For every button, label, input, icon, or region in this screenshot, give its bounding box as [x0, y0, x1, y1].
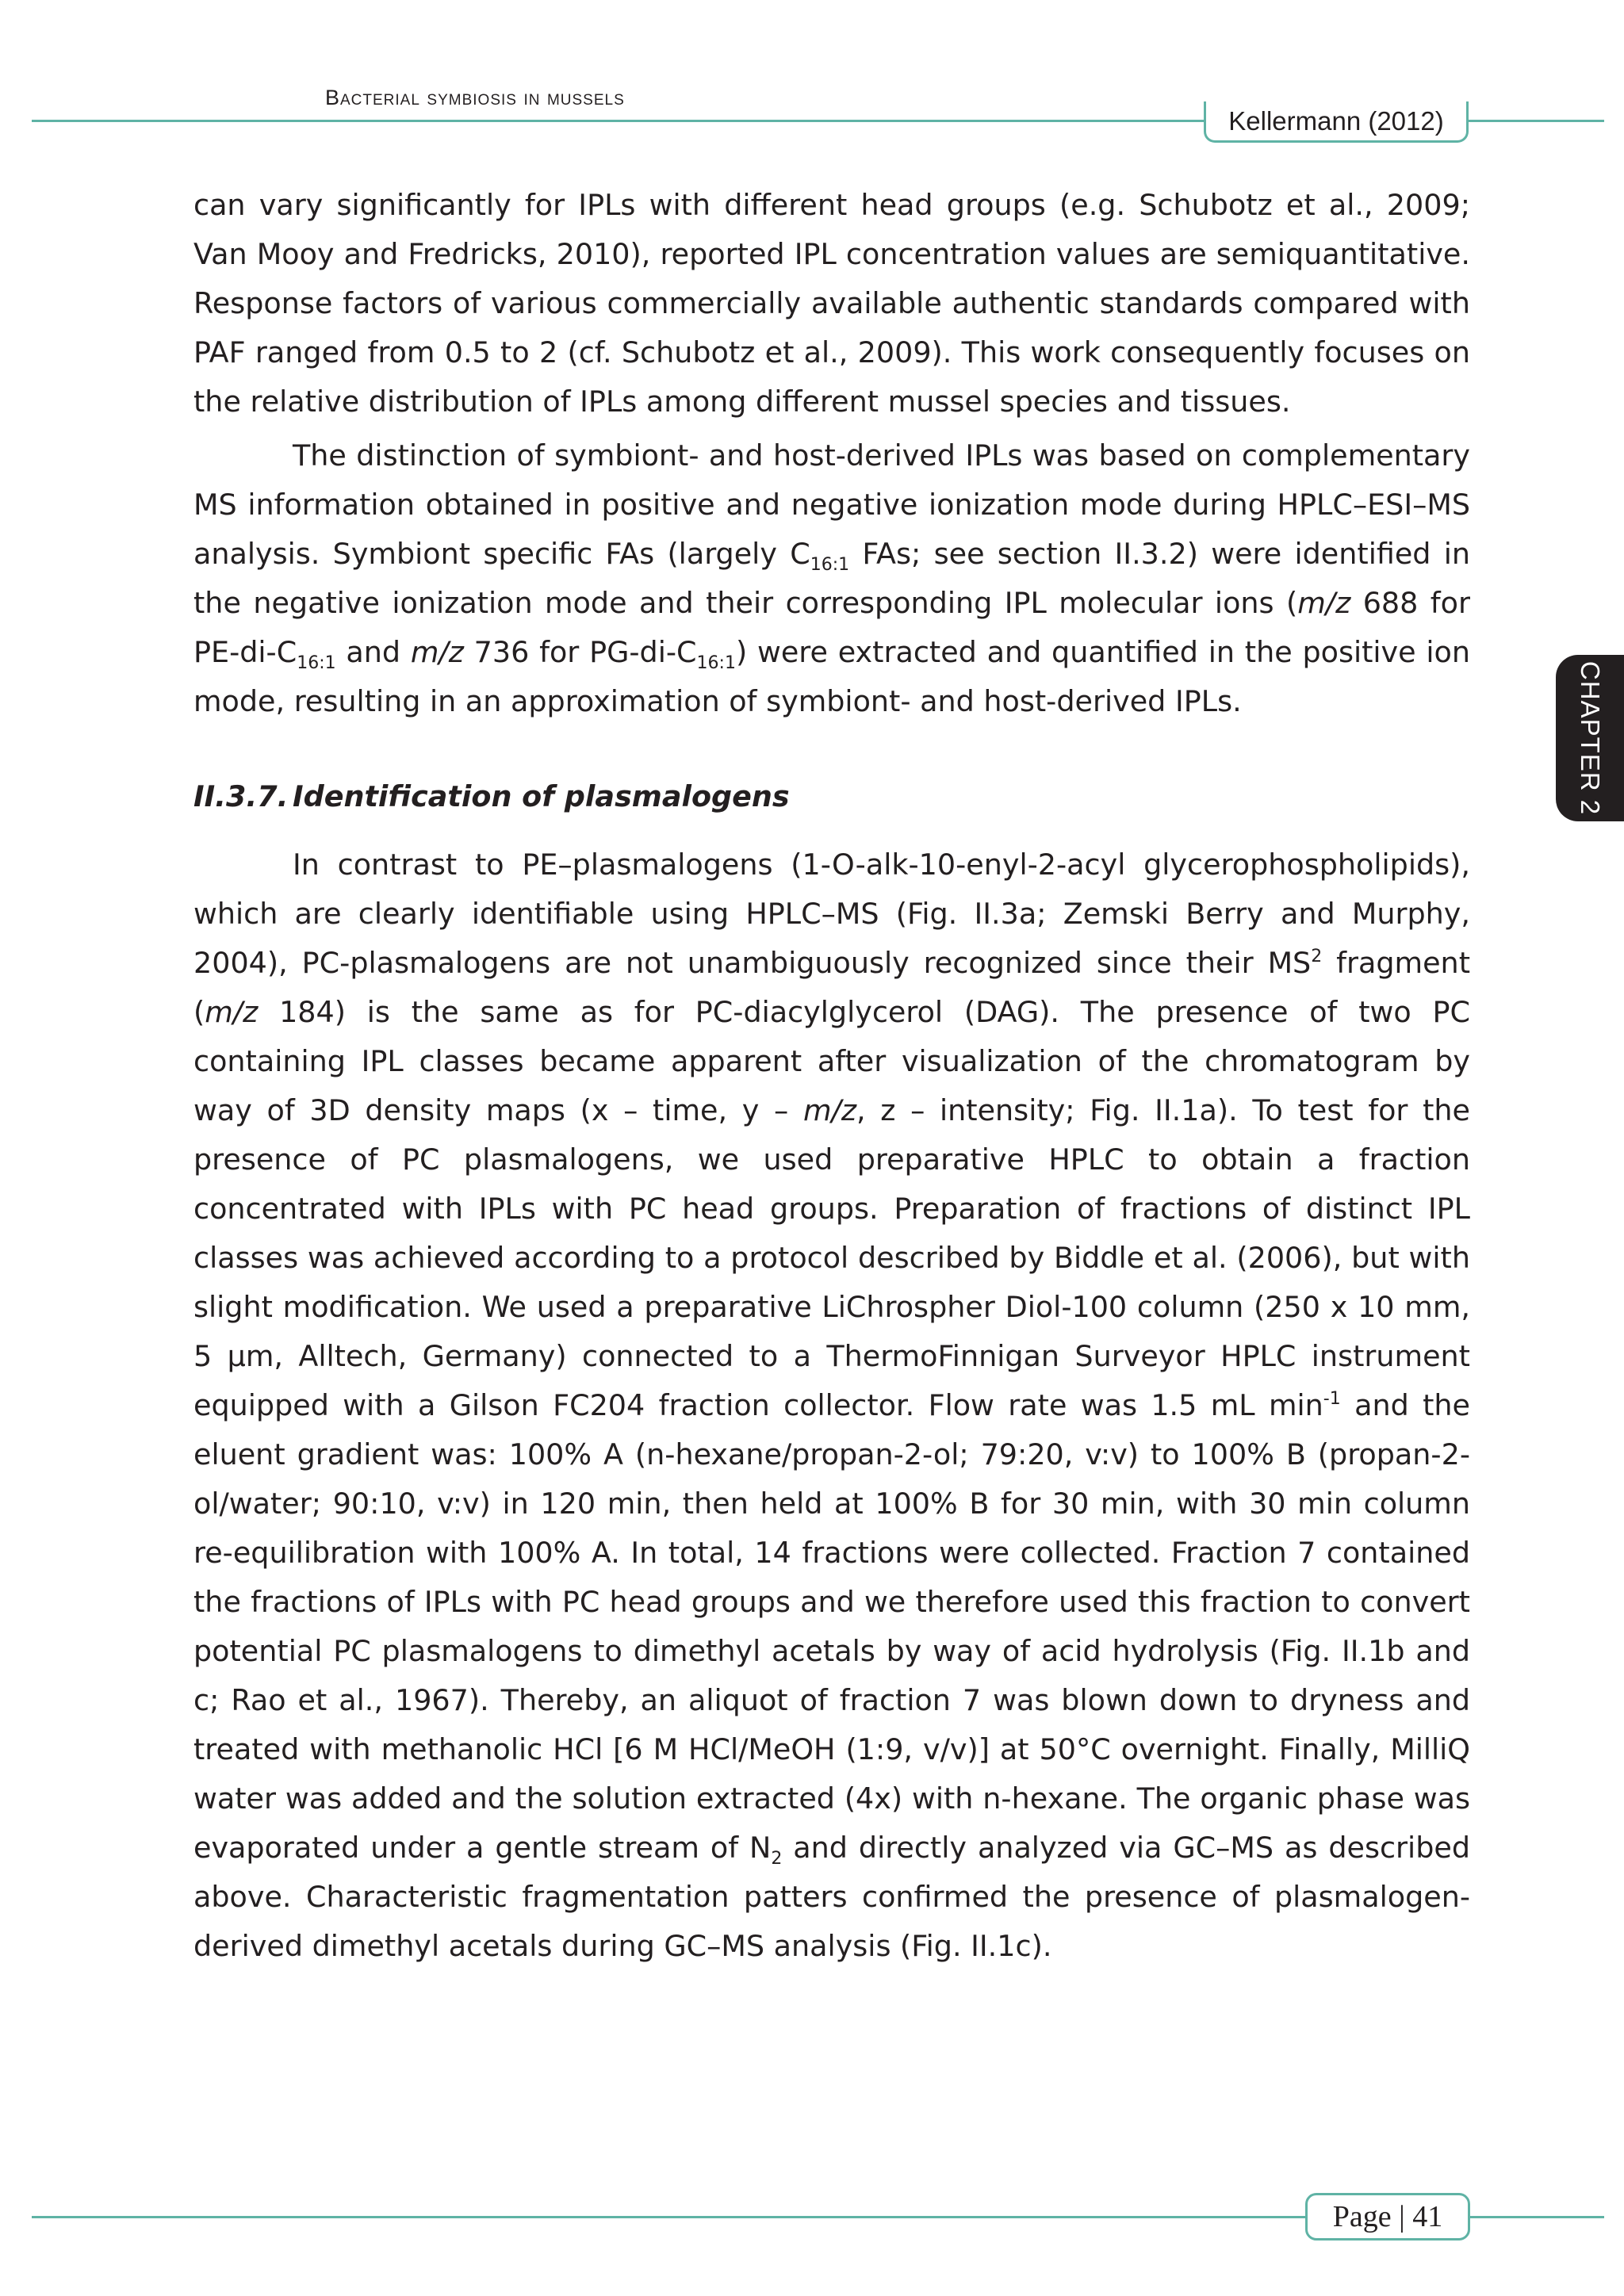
chapter-tab-label: CHAPTER 2: [1576, 660, 1605, 816]
paragraph-symbiont-host: The distinction of symbiont- and host-derived IPLs was based on complementary MS information obtained in positive and negative ionization mode during HPLC–ESI–MS analysis. Symbiont specific FAs (largely $C_{16:1}$ FAs; see section II.3.2) were identified in the negative ionization mode and their corresponding IPL molecular ions (m/z 688 for $PE-di-C_{16:1}$ and m/z 736 for $PG-di-C_{16:1}$) were extracted and quantified in the positive ion mode, resulting in an approximation of symbiont- and host-derived IPLs.: [193, 438, 1471, 718]
chapter-side-tab: [1556, 655, 1624, 821]
footer-rule-left: [32, 2216, 1305, 2218]
section-heading: [193, 772, 1470, 821]
footer-rule-right: [1470, 2216, 1604, 2218]
body-text: [193, 181, 1470, 1971]
header-rule-right: [1468, 120, 1604, 122]
section-title: Identification of plasmalogens: [293, 779, 790, 813]
running-header-title: Bacterial symbiosis in mussels: [325, 86, 625, 109]
section-number: II.3.7.: [193, 779, 289, 813]
header-rule-left: [32, 120, 1206, 122]
running-header-author: Kellermann (2012): [1204, 101, 1469, 143]
paragraph-plasmalogens: In contrast to PE–plasmalogens (1-O-alk-10-enyl-2-acyl glycerophospholipids), which are clearly identifiable using HPLC–MS (Fig. II.3a; Zemski Berry and Murphy, 2004), PC-plasmalogens are not unambiguously recognized since their $MS^2$ fragment (m/z 184) is the same as for PC-diacylglycerol (DAG). The presence of two PC containing IPL classes became apparent after visualization of the chromatogram by way of 3D density maps (x – time, y – m/z, z – intensity; Fig. II.1a). To test for the presence of PC plasmalogens, we used preparative HPLC to obtain a fraction concentrated with IPLs with PC head groups. Preparation of fractions of distinct IPL classes was achieved according to a protocol described by Biddle et al. (2006), but with slight modification. We used a preparative LiChrospher Diol-100 column (250 x 10 mm, 5 μm, Alltech, Germany) connected to a ThermoFinnigan Surveyor HPLC instrument equipped with a Gilson FC204 fraction collector. Flow rate was 1.5 mL $\min^{-1}$ and the eluent gradient was: 100% A (n-hexane/propan-2-ol; 79:20, v:v) to 100% B (propan-2-ol/water; 90:10, v:v) in 120 min, then held at 100% B for 30 min, with 30 min column re-equilibration with 100% A. In total, 14 fractions were collected. Fraction 7 contained the fractions of IPLs with PC head groups and we therefore used this fraction to convert potential PC plasmalogens to dimethyl acetals by way of acid hydrolysis (Fig. II.1b and c; Rao et al., 1967). Thereby, an aliquot of fraction 7 was blown down to dryness and treated with methanolic HCl [6 M HCl/MeOH (1:9, v/v)] at 50°C overnight. Finally, MilliQ water was added and the solution extracted (4x) with n-hexane. The organic phase was evaporated under a gentle stream of $N_2$ and directly analyzed via GC–MS as described above. Characteristic fragmentation patters confirmed the presence of plasmalogen-derived dimethyl acetals during GC–MS analysis (Fig. II.1c).: [193, 848, 1470, 1963]
page-number: Page | 41: [1305, 2193, 1470, 2241]
paragraph-continuation: can vary significantly for IPLs with different head groups (e.g. Schubotz et al., 2009; Van Mooy and Fredricks, 2010), reported IPL concentration values are semiquantitative. Response factors of various commercially available authentic standards compared with PAF ranged from 0.5 to 2 (cf. Schubotz et al., 2009). This work consequently focuses on the relative distribution of IPLs among different mussel species and tissues.: [193, 188, 1470, 419]
